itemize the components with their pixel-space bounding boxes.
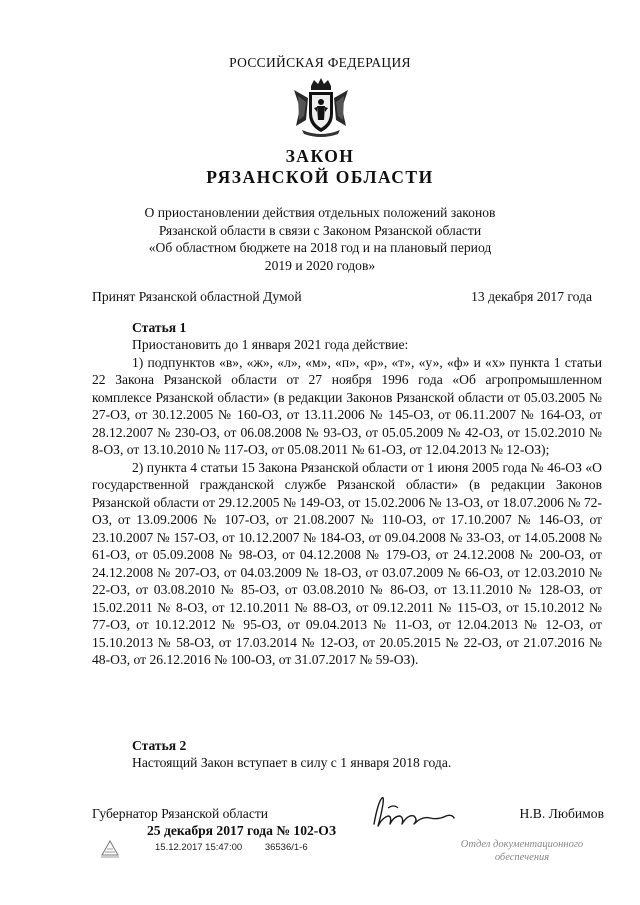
subject-line: «Об областном бюджете на 2018 год и на плановый период	[148, 240, 492, 255]
registration-number: 36536/1-6	[264, 842, 308, 853]
law-date-number: 25 декабря 2017 года № 102-ОЗ	[147, 823, 337, 838]
article-2-title: Статья 2	[132, 738, 187, 753]
region-heading: РЯЗАНСКОЙ ОБЛАСТИ	[206, 167, 434, 187]
coat-of-arms-icon	[290, 76, 352, 138]
subject-line: 2019 и 2020 годов»	[264, 257, 376, 273]
article-1-intro: Приостановить до 1 января 2021 года действие:	[132, 337, 409, 352]
registration-timestamp: 15.12.2017 15:47:00	[155, 842, 243, 853]
law-heading: ЗАКОН	[285, 146, 355, 166]
governor-position: Губернатор Рязанской области	[92, 806, 269, 821]
subject-line: Рязанской области в связи с Законом Рязанской области	[158, 222, 482, 238]
article-1-item-1: 1) подпунктов «в», «ж», «л», «м», «п», «р», «т», «у», «ф» и «х» пункта 1 статьи 22 Закона Рязанской области от 27 ноября 1996 года «Об агропромышленном комплексе Рязанской области» (в редакции Законов Рязанской области от 05.03.2005 № 27-ОЗ, от 30.12.2005 № 160-ОЗ, от 13.11.2006 № 145-ОЗ, от 06.11.2007 № 164-ОЗ, от 28.12.2007 № 230-ОЗ, от 06.08.2008 № 93-ОЗ, от 05.05.2009 № 42-ОЗ, от 15.02.2010 № 8-ОЗ, от 13.10.2010 № 117-ОЗ, от 05.08.2011 № 61-ОЗ, от 12.04.2013 № 12-ОЗ);	[92, 354, 602, 457]
law-subject	[0, 204, 640, 274]
stamp-line: Отдел документационного	[460, 839, 584, 850]
article-2-text: Настоящий Закон вступает в силу с 1 января 2018 года.	[132, 755, 452, 770]
article-1-body	[92, 336, 602, 669]
article-1-title: Статья 1	[132, 320, 187, 335]
article-1-item-2: 2) пункта 4 статьи 15 Закона Рязанской области от 1 июня 2005 года № 46-ОЗ «О государственной гражданской службе Рязанской области» (в редакции Законов Рязанской области от 29.12.2005 № 149-ОЗ, от 15.02.2006 № 13-ОЗ, от 18.07.2006 № 72-ОЗ, от 13.09.2006 № 107-ОЗ, от 21.08.2007 № 110-ОЗ, от 17.10.2007 № 146-ОЗ, от 23.10.2007 № 157-ОЗ, от 10.12.2007 № 184-ОЗ, от 09.04.2008 № 33-ОЗ, от 14.05.2008 № 61-ОЗ, от 05.09.2008 № 98-ОЗ, от 04.12.2008 № 179-ОЗ, от 24.12.2008 № 200-ОЗ, от 24.12.2008 № 207-ОЗ, от 04.03.2009 № 18-ОЗ, от 03.07.2009 № 66-ОЗ, от 12.03.2010 № 22-ОЗ, от 03.08.2010 № 85-ОЗ, от 03.08.2010 № 86-ОЗ, от 13.11.2010 № 128-ОЗ, от 15.02.2011 № 8-ОЗ, от 12.10.2011 № 88-ОЗ, от 09.12.2011 № 115-ОЗ, от 15.10.2012 № 77-ОЗ, от 10.12.2012 № 95-ОЗ, от 09.04.2013 № 11-ОЗ, от 12.04.2013 № 12-ОЗ, от 15.10.2013 № 58-ОЗ, от 17.03.2014 № 12-ОЗ, от 20.05.2015 № 22-ОЗ, от 21.07.2016 № 48-ОЗ, от 26.12.2016 № 100-ОЗ, от 31.07.2017 № 59-ОЗ).	[92, 459, 602, 667]
adoption-info	[92, 289, 592, 305]
signature-block	[92, 806, 604, 822]
scanner-mark-icon	[99, 837, 121, 859]
registration-info	[155, 842, 328, 853]
handwritten-signature	[368, 794, 458, 834]
department-stamp	[447, 838, 597, 864]
governor-name: Н.В. Любимов	[519, 806, 604, 821]
adopted-by: Принят Рязанской областной Думой	[92, 289, 302, 304]
country-header: РОССИЙСКАЯ ФЕДЕРАЦИЯ	[229, 55, 411, 70]
subject-line: О приостановлении действия отдельных положений законов	[144, 205, 496, 220]
stamp-line: обеспечения	[494, 852, 550, 863]
article-2-body	[92, 754, 602, 772]
adopted-date: 13 декабря 2017 года	[471, 289, 592, 304]
